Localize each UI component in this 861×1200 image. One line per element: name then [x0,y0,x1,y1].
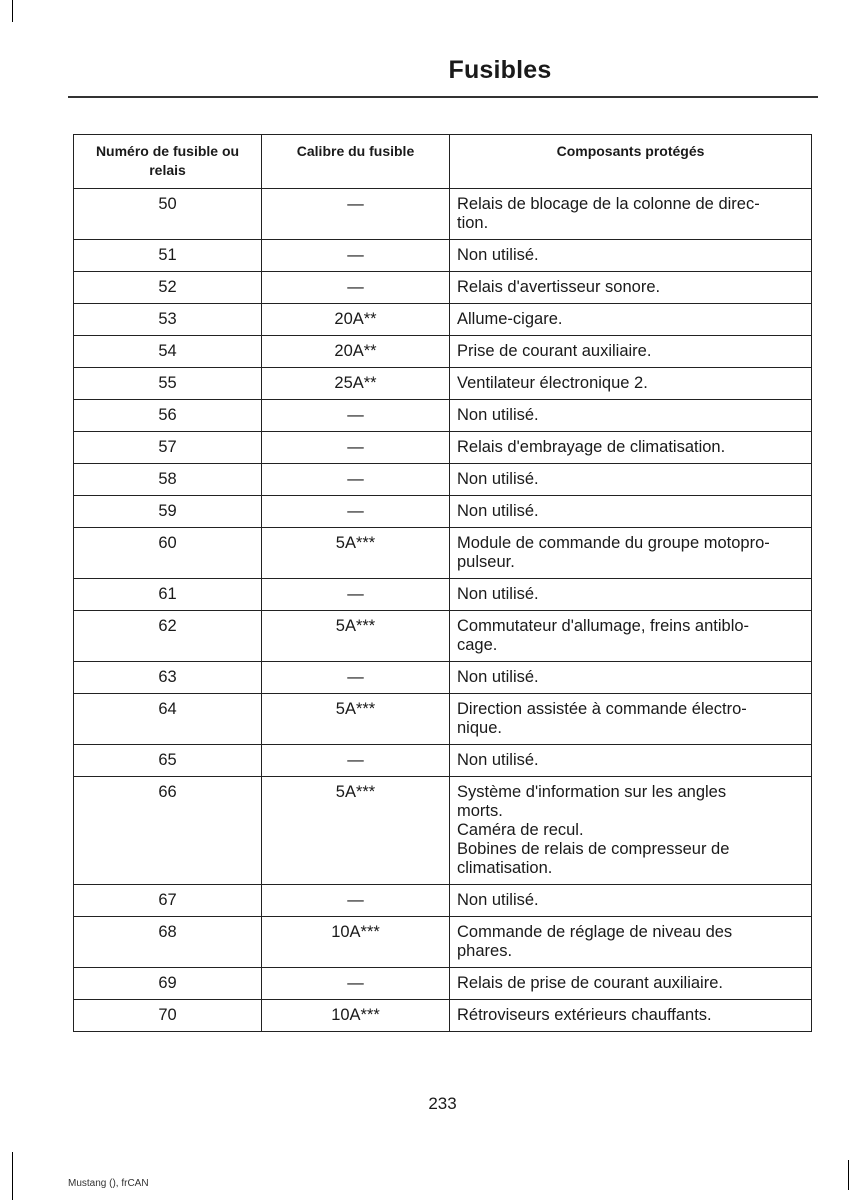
protected-components-cell [450,432,812,464]
table-row [74,777,812,885]
table-row [74,464,812,496]
table-row [74,662,812,694]
fuse-rating-cell: — [262,240,450,272]
component-text-line: climatisation. [457,859,553,877]
component-text-line: Non utilisé. [457,668,539,686]
protected-components-cell [450,662,812,694]
fuse-table [73,134,812,1032]
table-row [74,917,812,968]
protected-components-cell [450,304,812,336]
table-row [74,272,812,304]
table-row [74,528,812,579]
fuse-number-cell: 56 [74,400,262,432]
fuse-number-cell: 62 [74,611,262,662]
protected-components-cell [450,885,812,917]
component-text-line: pulseur. [457,553,515,571]
fuse-rating-cell: — [262,432,450,464]
fuse-number-cell: 51 [74,240,262,272]
fuse-rating-cell: — [262,579,450,611]
fuse-number-cell: 68 [74,917,262,968]
component-text-line: Non utilisé. [457,751,539,769]
protected-components-cell [450,528,812,579]
component-text-line: nique. [457,719,502,737]
fuse-rating-cell: 5A*** [262,528,450,579]
protected-components-cell [450,968,812,1000]
protected-components-cell [450,579,812,611]
table-header-row [74,135,812,189]
title-rule [68,96,818,98]
protected-components-cell [450,189,812,240]
protected-components-cell [450,496,812,528]
table-row [74,496,812,528]
table-row [74,189,812,240]
crop-mark-top-left [12,0,13,22]
crop-mark-bottom-left [12,1152,13,1200]
fuse-rating-cell: — [262,662,450,694]
fuse-number-cell: 70 [74,1000,262,1032]
fuse-number-cell: 66 [74,777,262,885]
component-text-line: Prise de courant auxiliaire. [457,342,652,360]
fuse-number-cell: 58 [74,464,262,496]
fuse-rating-cell: 25A** [262,368,450,400]
table-row [74,968,812,1000]
fuse-number-cell: 69 [74,968,262,1000]
fuse-number-cell: 50 [74,189,262,240]
fuse-rating-cell: — [262,968,450,1000]
protected-components-cell [450,240,812,272]
table-row [74,432,812,464]
component-text-line: Module de commande du groupe motopro- [457,534,770,552]
fuse-number-cell: 55 [74,368,262,400]
header-fuse-rating: Calibre du fusible [262,135,450,189]
component-text-line: Système d'information sur les angles [457,783,727,801]
component-text-line: phares. [457,942,513,960]
fuse-rating-cell: — [262,496,450,528]
page-number: 233 [428,1094,457,1113]
fuse-number-cell: 63 [74,662,262,694]
component-text-line: Non utilisé. [457,502,539,520]
table-row [74,336,812,368]
header-fuse-number: Numéro de fusible ou relais [74,135,262,189]
component-text-line: Bobines de relais de compresseur de [457,840,730,858]
footer-text: Mustang (), frCAN [68,1178,149,1189]
component-text-line: Relais d'avertisseur sonore. [457,278,661,296]
fuse-number-cell: 53 [74,304,262,336]
component-text-line: cage. [457,636,498,654]
protected-components-cell [450,400,812,432]
table-row [74,400,812,432]
table-row [74,885,812,917]
protected-components-cell [450,917,812,968]
table-row [74,240,812,272]
table-row [74,1000,812,1032]
component-text-line: Relais de blocage de la colonne de direc- [457,195,760,213]
fuse-rating-cell: — [262,885,450,917]
fuse-number-cell: 65 [74,745,262,777]
protected-components-cell [450,1000,812,1032]
table-row [74,304,812,336]
fuse-number-cell: 52 [74,272,262,304]
fuse-number-cell: 57 [74,432,262,464]
table-row [74,579,812,611]
crop-mark-bottom-right [848,1160,849,1190]
table-row [74,611,812,662]
component-text-line: Non utilisé. [457,891,539,909]
component-text-line: Non utilisé. [457,470,539,488]
page-title: Fusibles [448,56,552,84]
fuse-rating-cell: 5A*** [262,777,450,885]
fuse-rating-cell: 10A*** [262,917,450,968]
component-text-line: Ventilateur électronique 2. [457,374,648,392]
component-text-line: Relais de prise de courant auxiliaire. [457,974,723,992]
component-text-line: Commutateur d'allumage, freins antiblo- [457,617,750,635]
fuse-number-cell: 61 [74,579,262,611]
fuse-number-cell: 60 [74,528,262,579]
component-text-line: Rétroviseurs extérieurs chauffants. [457,1006,712,1024]
fuse-rating-cell: — [262,400,450,432]
fuse-rating-cell: 5A*** [262,611,450,662]
protected-components-cell [450,368,812,400]
protected-components-cell [450,272,812,304]
protected-components-cell [450,777,812,885]
table-row [74,694,812,745]
component-text-line: Relais d'embrayage de climatisation. [457,438,726,456]
protected-components-cell [450,694,812,745]
component-text-line: Non utilisé. [457,406,539,424]
fuse-rating-cell: 5A*** [262,694,450,745]
fuse-rating-cell: — [262,272,450,304]
fuse-rating-cell: — [262,745,450,777]
fuse-number-cell: 64 [74,694,262,745]
fuse-rating-cell: 20A** [262,304,450,336]
protected-components-cell [450,745,812,777]
table-row [74,745,812,777]
table-body [74,189,812,1032]
component-text-line: Caméra de recul. [457,821,584,839]
component-text-line: Direction assistée à commande électro- [457,700,747,718]
component-text-line: Non utilisé. [457,246,539,264]
component-text-line: Allume-cigare. [457,310,563,328]
fuse-number-cell: 59 [74,496,262,528]
fuse-number-cell: 67 [74,885,262,917]
component-text-line: morts. [457,802,503,820]
fuse-rating-cell: — [262,464,450,496]
fuse-rating-cell: 20A** [262,336,450,368]
protected-components-cell [450,336,812,368]
component-text-line: Non utilisé. [457,585,539,603]
protected-components-cell [450,464,812,496]
fuse-number-cell: 54 [74,336,262,368]
table-row [74,368,812,400]
fuse-rating-cell: 10A*** [262,1000,450,1032]
header-protected-components: Composants protégés [450,135,812,189]
component-text-line: Commande de réglage de niveau des [457,923,733,941]
fuse-rating-cell: — [262,189,450,240]
protected-components-cell [450,611,812,662]
component-text-line: tion. [457,214,489,232]
